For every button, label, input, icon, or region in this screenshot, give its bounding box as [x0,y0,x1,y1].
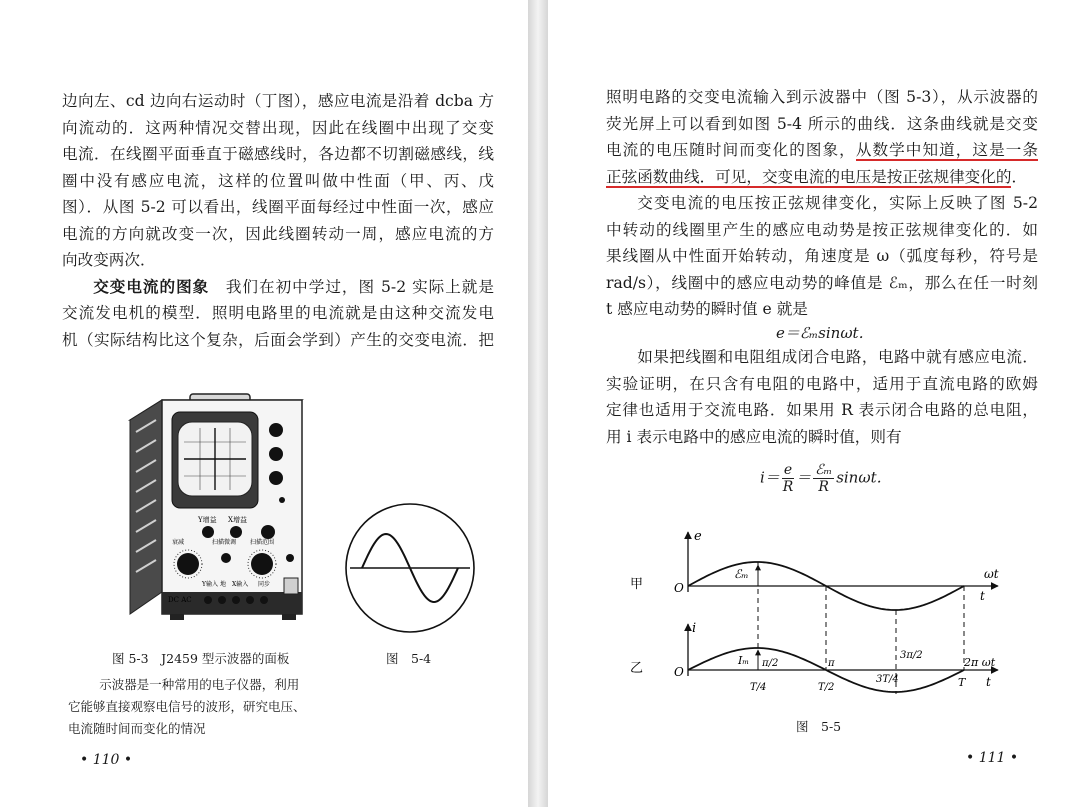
formula-part: ＝ [796,468,812,487]
scope-label-scan-range: 扫描范围 [250,539,275,546]
caption-line: 示波器是一种常用的电子仪器，利用 [99,677,300,692]
page-number-right: • 111 • [966,750,1019,766]
text-line: 交变电流的电压按正弦规律变化，实际上反映了图 5-2 [637,194,1038,212]
label-t-upper: t [980,589,985,603]
text-line [606,164,1038,191]
section-heading: 交变电流的图象 [93,277,210,296]
label-omega-t-upper: ωt [984,567,999,581]
label-period: T [958,676,966,689]
figure-5-3-caption: 图 5-3 J2459 型示波器的面板 [112,651,290,666]
text-span: ． [1011,167,1028,186]
text-line: 图）．从图 5-2 可以看出，线圈平面每经过中性面一次，感应 [62,198,494,216]
label-origin-upper: O [674,581,684,595]
label-i-max: Iₘ [738,654,750,667]
formula-emf: e＝ℰₘsinωt． [776,324,874,342]
scope-label-dc-ac: DC AC [168,596,192,604]
figure-5-5-caption: 图 5-5 [796,719,842,734]
denominator: R [782,479,794,495]
label-yi: 乙 [630,661,644,676]
formula-current [760,462,892,495]
right-body-text-2 [606,344,1038,450]
page-number-left: • 110 • [80,752,133,768]
text-span: 电流的电压随时间而变化的图象， [606,141,856,159]
text-line: 如果把线圈和电阻组成闭合电路，电路中就有感应电流． [637,348,1038,366]
text-line: 机（实际结构比这个复杂，后面会学到）产生的交变电流．把 [62,330,494,349]
formula-part: sinωt． [836,468,892,487]
scope-label-scan-fine: 扫描微调 [212,539,237,546]
label-pi-half: π/2 [762,658,779,669]
label-t-lower: t [986,675,991,689]
label-i: i [692,621,697,636]
text-line: 定律也适用于交流电路．如果用 R 表示闭合电路的总电阻， [606,401,1038,419]
text-line: 圈中没有感应电流，这样的位置叫做中性面（甲、丙、戊 [62,171,494,190]
text-line: 荧光屏上可以看到如图 5-4 所示的曲线．这条曲线就是交变 [606,114,1038,133]
scope-label-x-gain: X增益 [228,516,247,524]
scope-label-y-gain: Y增益 [198,516,217,524]
text-line: 果线圈从中性面开始转动，角速度是 ω（弧度每秒，符号是 [606,247,1038,265]
label-t-quarter: T/4 [750,682,767,693]
label-origin-lower: O [674,665,684,679]
text-line: 交流发电机的模型．照明电路里的电流就是由这种交流发电 [62,304,494,322]
right-body-text [606,84,1038,323]
text-line: 用 i 表示电路中的感应电流的瞬时值，则有 [606,427,902,446]
label-three-pi-half: 3π/2 [900,650,923,661]
text-span: 我们在初中学过，图 5-2 实际上就是 [225,277,494,296]
text-line: 照明电路的交变电流输入到示波器中（图 5-3），从示波器的 [606,88,1038,106]
label-jia: 甲 [630,577,644,592]
fraction [782,462,794,495]
numerator: e [783,462,793,478]
text-line: 向流动的．这两种情况交替出现，因此在线圈中出现了交变 [62,118,494,137]
scope-label-attenuation: 衰减 [172,539,185,546]
formula-part: i＝ [760,468,780,487]
label-t-half: T/2 [818,682,835,693]
underlined-text: 从数学中知道，这是一条 [855,141,1038,159]
label-pi: π [828,658,835,669]
text-line: 实验证明，在只含有电阻的电路中，适用于直流电路的欧姆 [606,374,1038,393]
label-three-t-quarter: 3T/4 [876,674,899,685]
text-line: 电流的方向就改变一次，因此线圈转动一周，感应电流的方 [62,224,494,243]
underlined-text: 正弦函数曲线．可见，交变电流的电压是按正弦规律变化的 [606,167,1012,186]
figure-5-4-caption: 图 5-4 [386,651,432,666]
label-emf-max: ℰₘ [734,567,749,581]
text-line: rad/s），线圈中的感应电动势的峰值是 ℰₘ，那么在任一时刻 [606,273,1038,292]
text-line: 边向左、cd 边向右运动时（丁图），感应电流是沿着 dcba 方 [62,92,494,110]
scope-label-ground: 地 [220,581,227,588]
text-line: 中转动的线圈里产生的感应电动势是按正弦规律变化的．如 [606,220,1038,239]
scope-label-y-input: Y输入 [202,581,218,588]
numerator: ℰₘ [815,462,833,478]
scope-label-sync: 同步 [258,581,271,588]
book-spine [528,0,548,807]
denominator: R [818,479,829,495]
oscilloscope-illustration [112,392,312,622]
figure-5-5-graph [630,520,1010,710]
text-line: 向改变两次． [62,251,156,269]
fraction [813,462,834,495]
scope-label-x-input: X输入 [232,581,249,588]
text-line: 电流．在线圈平面垂直于磁感线时，各边都不切割磁感线，线 [62,145,494,163]
figure-5-4-screen [340,498,480,638]
caption-line: 它能够直接观察电信号的波形，研究电压、 [68,699,306,714]
label-2pi-omega-t: 2π ωt [964,656,996,669]
caption-line: 电流随时间而变化的情况 [68,721,206,736]
label-e: e [694,529,702,544]
section-line [62,274,494,301]
figure-5-3-description [68,674,358,740]
text-line: t 感应电动势的瞬时值 e 就是 [606,300,808,318]
text-line [606,137,1038,164]
left-body-text [62,88,494,353]
